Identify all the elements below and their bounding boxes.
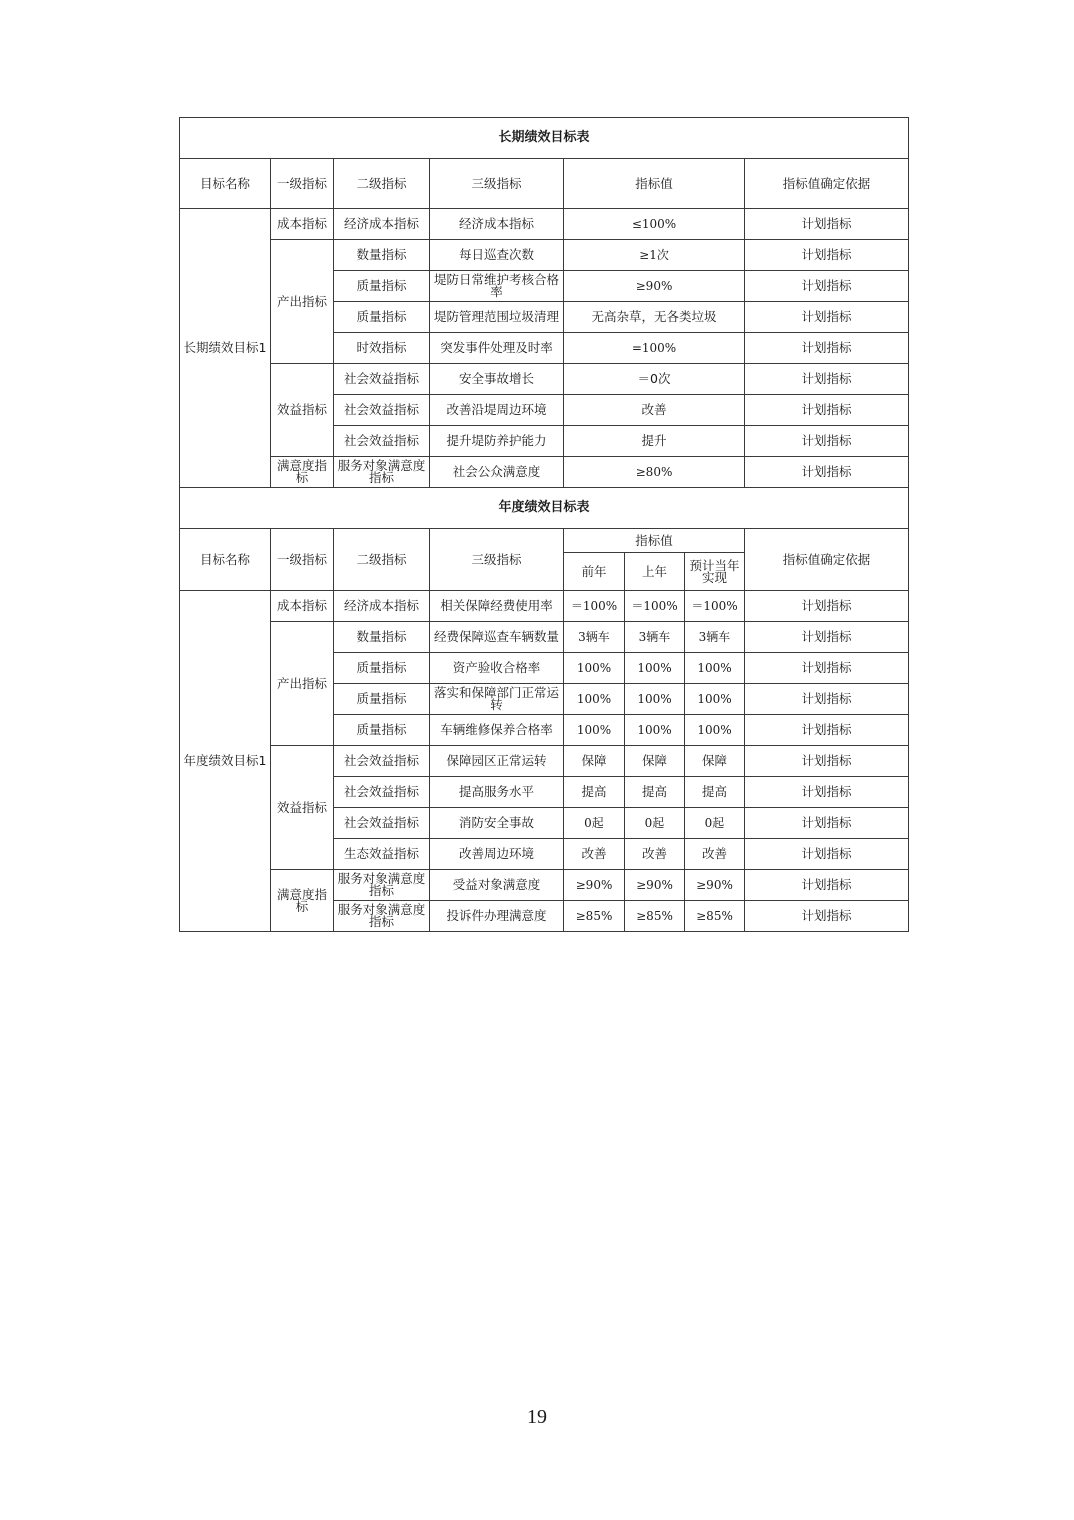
value-current-cell: 100% <box>685 715 745 746</box>
annual-header-row <box>180 529 909 553</box>
performance-goal-sheet <box>179 117 908 932</box>
value-current-cell: ≥90% <box>685 870 745 901</box>
value-prev1-cell: 100% <box>625 715 685 746</box>
level2-cell: 数量指标 <box>334 622 430 653</box>
value-current-cell: 3辆车 <box>685 622 745 653</box>
value-current-cell: 提高 <box>685 777 745 808</box>
value-prev1-cell: 3辆车 <box>625 622 685 653</box>
level2-cell: 社会效益指标 <box>334 746 430 777</box>
header-current-year: 预计当年实现 <box>685 553 745 591</box>
annual-title-row <box>180 488 909 529</box>
level2-cell: 质量指标 <box>334 653 430 684</box>
level2-cell: 质量指标 <box>334 302 430 333</box>
level2-cell: 经济成本指标 <box>334 209 430 240</box>
value-cell: ≤100% <box>564 209 745 240</box>
level2-cell: 时效指标 <box>334 333 430 364</box>
level3-cell: 保障园区正常运转 <box>430 746 564 777</box>
basis-cell: 计划指标 <box>745 591 909 622</box>
basis-cell: 计划指标 <box>745 426 909 457</box>
long-term-header-row <box>180 159 909 209</box>
level3-cell: 提升堤防养护能力 <box>430 426 564 457</box>
level3-cell: 落实和保障部门正常运转 <box>430 684 564 715</box>
performance-goal-table <box>179 117 909 932</box>
basis-cell: 计划指标 <box>745 777 909 808</box>
basis-cell: 计划指标 <box>745 395 909 426</box>
annual-table-title: 年度绩效目标表 <box>180 488 909 529</box>
level2-cell: 社会效益指标 <box>334 808 430 839</box>
value-prev1-cell: 100% <box>625 684 685 715</box>
value-current-cell: 100% <box>685 684 745 715</box>
level2-cell: 社会效益指标 <box>334 426 430 457</box>
level3-cell: 资产验收合格率 <box>430 653 564 684</box>
table-row <box>180 457 909 488</box>
level2-cell: 质量指标 <box>334 715 430 746</box>
table-row <box>180 591 909 622</box>
basis-cell: 计划指标 <box>745 746 909 777</box>
level3-cell: 投诉件办理满意度 <box>430 901 564 932</box>
header-goal-name: 目标名称 <box>180 529 271 591</box>
level2-cell: 服务对象满意度指标 <box>334 901 430 932</box>
level3-cell: 堤防日常维护考核合格率 <box>430 271 564 302</box>
level2-cell: 社会效益指标 <box>334 364 430 395</box>
value-current-cell: ≥85% <box>685 901 745 932</box>
group-output: 产出指标 <box>271 622 334 746</box>
header-level3: 三级指标 <box>430 159 564 209</box>
group-cost: 成本指标 <box>271 209 334 240</box>
header-basis: 指标值确定依据 <box>745 529 909 591</box>
header-goal-name: 目标名称 <box>180 159 271 209</box>
value-prev2-cell: ＝100% <box>564 591 625 622</box>
basis-cell: 计划指标 <box>745 622 909 653</box>
group-benefit: 效益指标 <box>271 746 334 870</box>
header-year-before-last: 前年 <box>564 553 625 591</box>
level3-cell: 相关保障经费使用率 <box>430 591 564 622</box>
value-cell: ≥1次 <box>564 240 745 271</box>
header-level1: 一级指标 <box>271 159 334 209</box>
level3-cell: 每日巡查次数 <box>430 240 564 271</box>
level2-cell: 社会效益指标 <box>334 777 430 808</box>
group-cost: 成本指标 <box>271 591 334 622</box>
header-level1: 一级指标 <box>271 529 334 591</box>
value-cell: 改善 <box>564 395 745 426</box>
level2-cell: 经济成本指标 <box>334 591 430 622</box>
long-term-title-row <box>180 118 909 159</box>
table-row <box>180 364 909 395</box>
table-row <box>180 870 909 901</box>
value-prev1-cell: ≥85% <box>625 901 685 932</box>
group-satisfaction: 满意度指标 <box>271 457 334 488</box>
header-value: 指标值 <box>564 529 745 553</box>
value-prev1-cell: 0起 <box>625 808 685 839</box>
level3-cell: 改善沿堤周边环境 <box>430 395 564 426</box>
value-prev1-cell: ≥90% <box>625 870 685 901</box>
level3-cell: 经济成本指标 <box>430 209 564 240</box>
value-prev2-cell: 保障 <box>564 746 625 777</box>
basis-cell: 计划指标 <box>745 209 909 240</box>
basis-cell: 计划指标 <box>745 457 909 488</box>
level2-cell: 数量指标 <box>334 240 430 271</box>
level3-cell: 改善周边环境 <box>430 839 564 870</box>
value-cell: ＝0次 <box>564 364 745 395</box>
value-prev1-cell: 改善 <box>625 839 685 870</box>
value-prev2-cell: 0起 <box>564 808 625 839</box>
level2-cell: 服务对象满意度指标 <box>334 870 430 901</box>
level3-cell: 车辆维修保养合格率 <box>430 715 564 746</box>
long-term-goal-name: 长期绩效目标1 <box>180 209 271 488</box>
value-prev1-cell: ＝100% <box>625 591 685 622</box>
basis-cell: 计划指标 <box>745 839 909 870</box>
table-row <box>180 240 909 271</box>
table-row <box>180 622 909 653</box>
value-prev2-cell: 100% <box>564 684 625 715</box>
value-current-cell: ＝100% <box>685 591 745 622</box>
table-row <box>180 209 909 240</box>
header-basis: 指标值确定依据 <box>745 159 909 209</box>
value-cell: ≥90% <box>564 271 745 302</box>
basis-cell: 计划指标 <box>745 271 909 302</box>
level3-cell: 安全事故增长 <box>430 364 564 395</box>
basis-cell: 计划指标 <box>745 240 909 271</box>
value-current-cell: 改善 <box>685 839 745 870</box>
level3-cell: 消防安全事故 <box>430 808 564 839</box>
value-prev2-cell: 改善 <box>564 839 625 870</box>
table-row <box>180 746 909 777</box>
basis-cell: 计划指标 <box>745 302 909 333</box>
value-prev2-cell: ≥85% <box>564 901 625 932</box>
header-value: 指标值 <box>564 159 745 209</box>
basis-cell: 计划指标 <box>745 901 909 932</box>
level3-cell: 堤防管理范围垃圾清理 <box>430 302 564 333</box>
group-benefit: 效益指标 <box>271 364 334 457</box>
basis-cell: 计划指标 <box>745 333 909 364</box>
level2-cell: 质量指标 <box>334 271 430 302</box>
group-output: 产出指标 <box>271 240 334 364</box>
value-prev2-cell: 100% <box>564 715 625 746</box>
level3-cell: 经费保障巡查车辆数量 <box>430 622 564 653</box>
level2-cell: 服务对象满意度指标 <box>334 457 430 488</box>
level3-cell: 社会公众满意度 <box>430 457 564 488</box>
page-number: 19 <box>527 1406 547 1428</box>
value-cell: 无高杂草，无各类垃圾 <box>564 302 745 333</box>
value-current-cell: 0起 <box>685 808 745 839</box>
value-prev2-cell: ≥90% <box>564 870 625 901</box>
level2-cell: 社会效益指标 <box>334 395 430 426</box>
header-level2: 二级指标 <box>334 159 430 209</box>
value-cell: 提升 <box>564 426 745 457</box>
group-satisfaction: 满意度指标 <box>271 870 334 932</box>
basis-cell: 计划指标 <box>745 653 909 684</box>
header-last-year: 上年 <box>625 553 685 591</box>
level2-cell: 生态效益指标 <box>334 839 430 870</box>
basis-cell: 计划指标 <box>745 870 909 901</box>
value-current-cell: 保障 <box>685 746 745 777</box>
basis-cell: 计划指标 <box>745 715 909 746</box>
level3-cell: 提高服务水平 <box>430 777 564 808</box>
value-prev2-cell: 提高 <box>564 777 625 808</box>
basis-cell: 计划指标 <box>745 684 909 715</box>
long-term-table-title: 长期绩效目标表 <box>180 118 909 159</box>
value-cell: =100% <box>564 333 745 364</box>
annual-goal-name: 年度绩效目标1 <box>180 591 271 932</box>
basis-cell: 计划指标 <box>745 808 909 839</box>
level2-cell: 质量指标 <box>334 684 430 715</box>
header-level2: 二级指标 <box>334 529 430 591</box>
level3-cell: 受益对象满意度 <box>430 870 564 901</box>
value-prev1-cell: 保障 <box>625 746 685 777</box>
value-cell: ≥80% <box>564 457 745 488</box>
value-prev1-cell: 提高 <box>625 777 685 808</box>
basis-cell: 计划指标 <box>745 364 909 395</box>
value-prev1-cell: 100% <box>625 653 685 684</box>
value-prev2-cell: 3辆车 <box>564 622 625 653</box>
value-current-cell: 100% <box>685 653 745 684</box>
level3-cell: 突发事件处理及时率 <box>430 333 564 364</box>
value-prev2-cell: 100% <box>564 653 625 684</box>
header-level3: 三级指标 <box>430 529 564 591</box>
